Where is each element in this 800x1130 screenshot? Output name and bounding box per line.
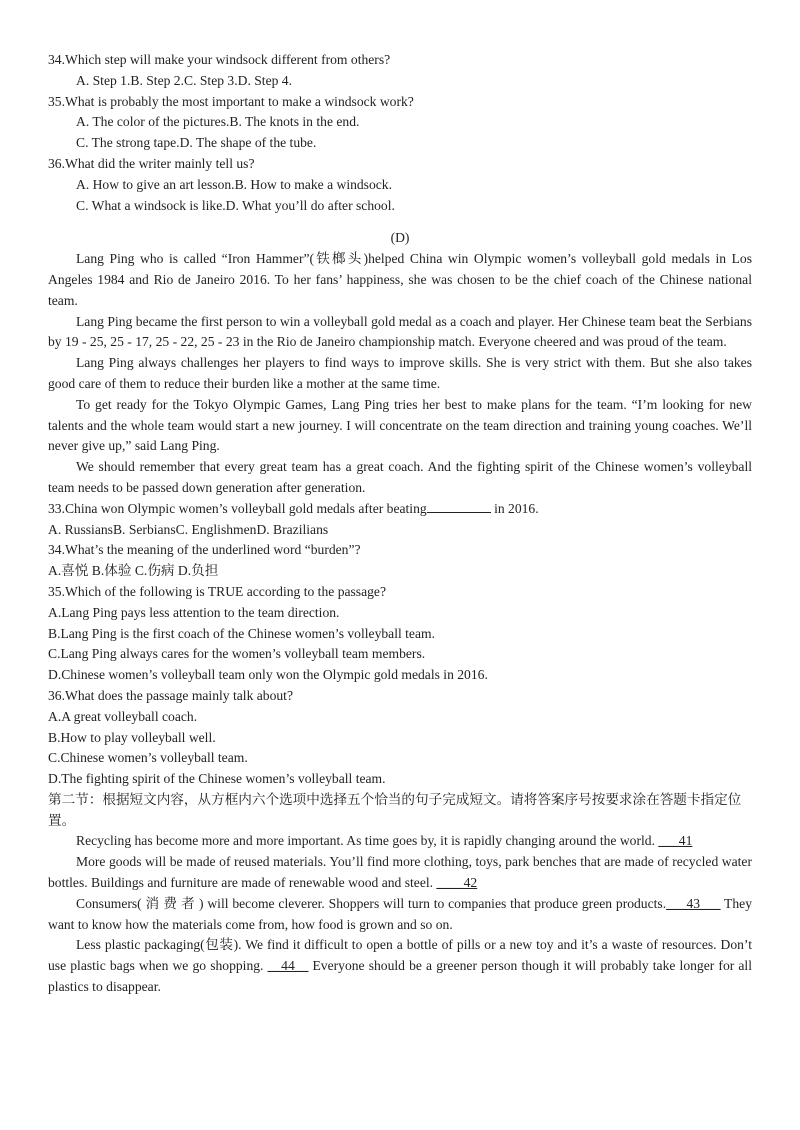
passage-d-paragraph-5: We should remember that every great team has a great coach. And the fighting spirit of the Chinese women’s volleyball team needs to be passed down generation after generation. <box>48 459 752 495</box>
answer-blank <box>427 500 491 513</box>
question-35-prev-options-1: A. The color of the pictures.B. The knots in the end. <box>76 114 360 130</box>
passage-d-paragraph-3 <box>48 353 752 395</box>
cloze-text-end: Everyone should be a greener person though it will probably take longer for all plastics to disappear. <box>48 958 752 995</box>
cloze-text: Recycling has become more and more important. As time goes by, it is rapidly changing around the world. <box>76 833 659 849</box>
cloze-paragraph-2 <box>48 852 752 894</box>
blank-41: ___41 <box>658 833 693 849</box>
question-33-stem: 33.China won Olympic women’s volleyball gold medals after beating <box>48 500 427 516</box>
passage-d-paragraph-4: To get ready for the Tokyo Olympic Games, Lang Ping tries her best to make plans for the team. “I’m looking for new talents and the whole team would start a new journey. I will concentrate on the team direction and training young coaches. We’ll never give up,” said Lang Ping. <box>48 396 752 454</box>
cloze-paragraph-4 <box>48 935 752 997</box>
question-36-prev-options-1: A. How to give an art lesson.B. How to make a windsock. <box>76 176 393 192</box>
question-36-prev-options-2: C. What a windsock is like.D. What you’ll do after school. <box>76 197 395 213</box>
section-d-heading: (D) <box>390 230 410 246</box>
underlined-word: burden <box>231 375 270 391</box>
question-33 <box>48 499 752 520</box>
document-page <box>48 50 752 998</box>
question-35: 35.Which of the following is TRUE according to the passage? <box>48 583 386 599</box>
question-34-options: A.喜悦 B.体验 C.伤病 D.负担 <box>48 563 219 579</box>
question-34-prev-options: A. Step 1.B. Step 2.C. Step 3.D. Step 4. <box>76 72 292 88</box>
paragraph-3-text-b: like a mother at the same time. <box>269 375 441 391</box>
question-36-option-b: B.How to play volleyball well. <box>48 729 216 745</box>
blank-43: ___43___ <box>666 895 721 911</box>
cloze-paragraph-3 <box>48 894 752 936</box>
cloze-text: More goods will be made of reused materials. You’ll find more clothing, toys, park benches that are made of recycled water bottles. Buildings and furniture are made of renewable wood and steel. <box>48 854 752 891</box>
blank-44: __44__ <box>267 958 309 974</box>
question-34: 34.What’s the meaning of the underlined word “burden”? <box>48 542 361 558</box>
passage-d-paragraph-2: Lang Ping became the first person to win a volleyball gold medal as a coach and player. Her Chinese team beat the Serbians by 19 - 25, 25 - 17, 25 - 22, 25 - 23 in the Rio de Janeiro championship match. Everyone cheered and was proud of the team. <box>48 313 752 350</box>
cloze-text-end: They want to know how the materials come from, how food is grown and so on. <box>48 895 752 932</box>
question-35-option-d: D.Chinese women’s volleyball team only won the Olympic gold medals in 2016. <box>48 667 488 683</box>
question-36-option-c: C.Chinese women’s volleyball team. <box>48 750 248 766</box>
question-35-option-c: C.Lang Ping always cares for the women’s volleyball team members. <box>48 646 426 662</box>
question-36: 36.What does the passage mainly talk about? <box>48 687 293 703</box>
cloze-paragraph-1 <box>48 831 752 852</box>
question-36-prev: 36.What did the writer mainly tell us? <box>48 155 255 171</box>
question-34-prev: 34.Which step will make your windsock different from others? <box>48 52 391 67</box>
blank-42: ____42 <box>436 875 478 891</box>
question-35-prev-options-2: C. The strong tape.D. The shape of the tube. <box>76 135 317 151</box>
question-35-option-b: B.Lang Ping is the first coach of the Chinese women’s volleyball team. <box>48 625 435 641</box>
cloze-text: Less plastic packaging(包装). We find it difficult to open a bottle of pills or a new toy and it’s a waste of resources. Don’t use plastic bags when we go shopping. <box>48 937 752 974</box>
paragraph-3-text-a: Lang Ping always challenges her players to find ways to improve skills. She is very strict with them. But she also takes good care of them to reduce their <box>48 355 752 391</box>
question-35-prev: 35.What is probably the most important to make a windsock work? <box>48 93 414 109</box>
question-33-stem-end: in 2016. <box>490 500 539 516</box>
passage-d-paragraph-1: Lang Ping who is called “Iron Hammer”(铁榔头)helped China win Olympic women’s volleyball gold medals in Los Angeles 1984 and Rio de Janeiro 2016. To her fans’ happiness, she was chosen to be the chief coach of the Chinese national team. <box>48 251 752 308</box>
cloze-text: Consumers( 消 费 者 ) will become cleverer. Shoppers will turn to companies that produce green products. <box>76 895 667 911</box>
part-2-instruction: 第二节：根据短文内容，从方框内六个选项中选择五个恰当的句子完成短文。请将答案序号按要求涂在答题卡指定位置。 <box>48 791 742 828</box>
question-36-option-d: D.The fighting spirit of the Chinese women’s volleyball team. <box>48 771 386 787</box>
question-33-options: A. RussiansB. SerbiansC. EnglishmenD. Brazilians <box>48 521 329 537</box>
question-35-option-a: A.Lang Ping pays less attention to the team direction. <box>48 604 340 620</box>
question-36-option-a: A.A great volleyball coach. <box>48 708 198 724</box>
